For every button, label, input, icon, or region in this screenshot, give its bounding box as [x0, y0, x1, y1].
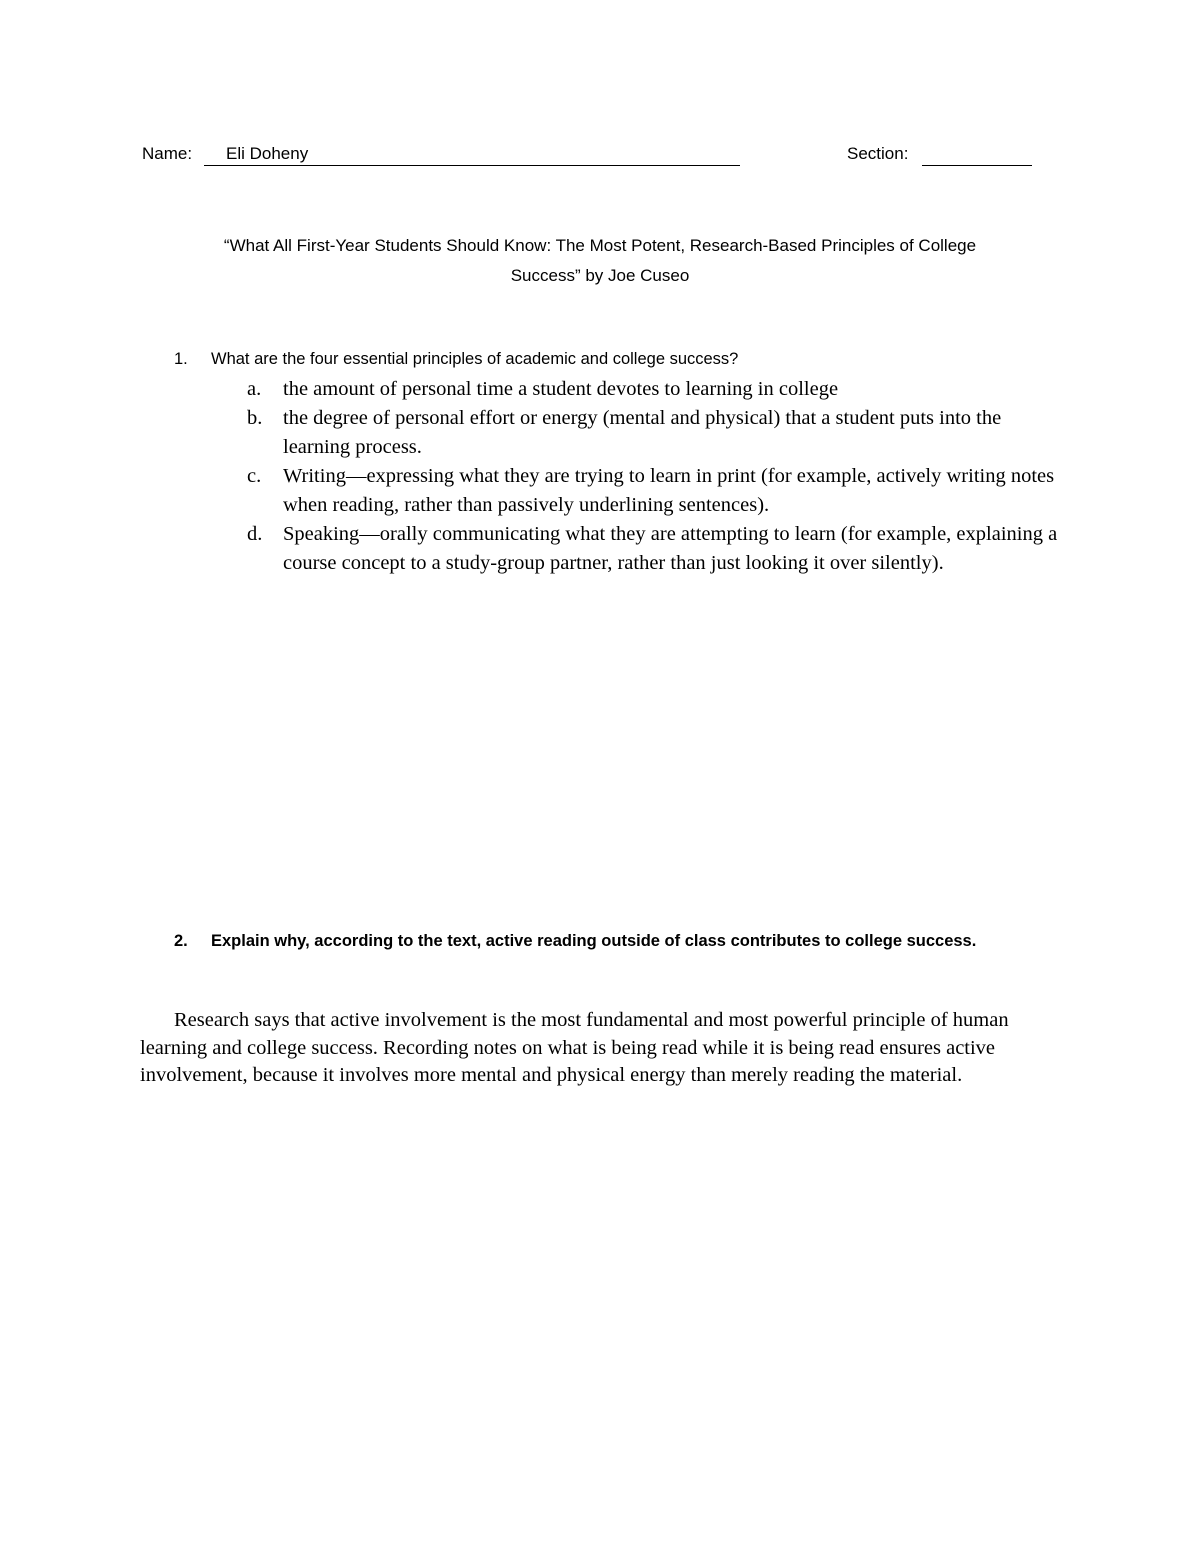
section-field[interactable]: [922, 144, 1032, 166]
name-value: Eli Doheny: [226, 144, 309, 163]
question-2-number: 2.: [174, 932, 188, 950]
section-label: Section:: [847, 144, 909, 163]
answer-letter: a.: [247, 378, 262, 400]
question-1-answer-list: [244, 375, 1064, 578]
name-label: Name:: [142, 144, 193, 163]
answer-item-c: [244, 462, 1064, 520]
answer-text: Speaking—orally communicating what they are attempting to learn (for example, explaining a course concept to a study-group partner, rather than just looking it over silently).: [283, 523, 1058, 574]
answer-letter: d.: [247, 523, 263, 545]
document-title: [150, 231, 1050, 291]
answer-text: the amount of personal time a student devotes to learning in college: [283, 378, 839, 400]
answer-item-b: [244, 404, 1064, 462]
question-2-answer: Research says that active involvement is the most fundamental and most powerful principle of human learning and college success. Recording notes on what is being read while it is being read ensures active involvement, because it involves more mental and physical energy than merely reading the material.: [140, 1009, 1009, 1086]
header-row: [142, 144, 1042, 170]
answer-item-d: [244, 520, 1064, 578]
name-field[interactable]: [204, 144, 740, 166]
answer-text: Writing—expressing what they are trying to learn in print (for example, actively writing notes when reading, rather than passively underlining sentences).: [283, 465, 1055, 516]
answer-text: the degree of personal effort or energy (mental and physical) that a student puts into the learning process.: [283, 407, 1002, 458]
answer-letter: b.: [247, 407, 263, 429]
title-line-1: “What All First-Year Students Should Know: The Most Potent, Research-Based Principles of College: [223, 236, 977, 255]
title-line-2: Success” by Joe Cuseo: [510, 266, 690, 285]
answer-item-a: [244, 375, 1064, 404]
question-1: [174, 350, 1074, 374]
question-2: [174, 932, 1074, 956]
question-1-text: What are the four essential principles of academic and college success?: [211, 350, 739, 368]
question-1-number: 1.: [174, 350, 188, 368]
question-2-text: Explain why, according to the text, active reading outside of class contributes to college success.: [211, 932, 977, 950]
answer-letter: c.: [247, 465, 262, 487]
